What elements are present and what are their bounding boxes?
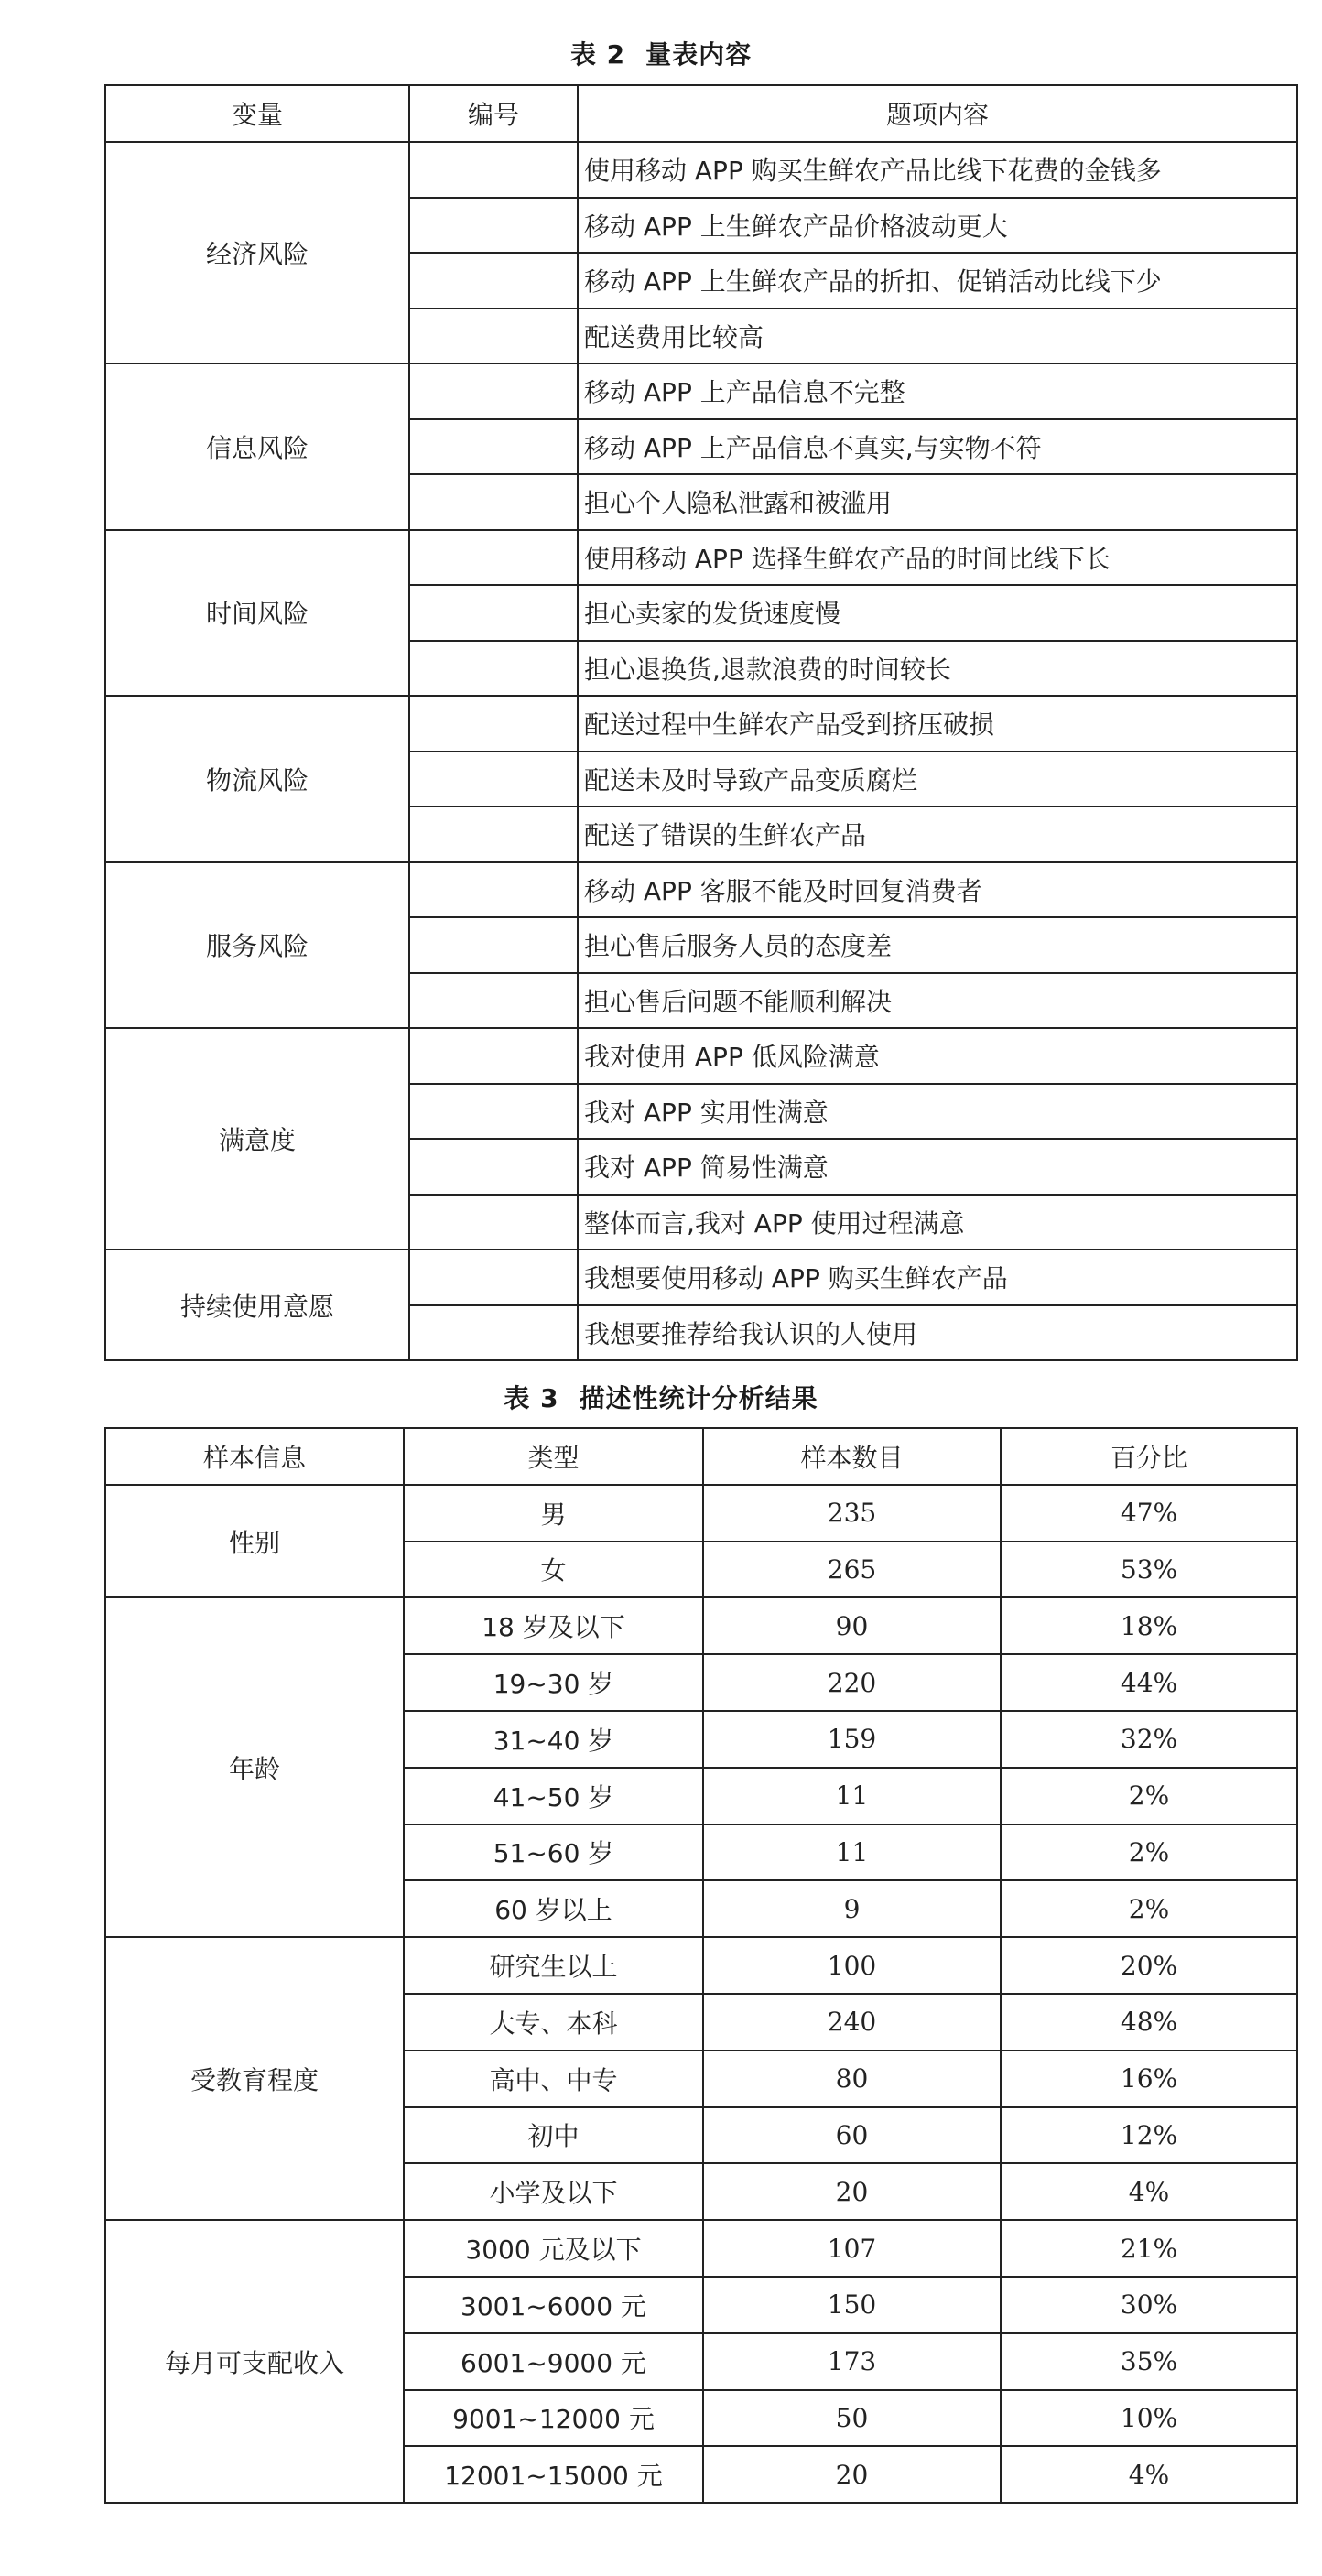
header-item-content: 题项内容: [578, 85, 1297, 142]
variable-cell: 持续使用意愿: [105, 1250, 409, 1360]
table3-header-row: [105, 1428, 1297, 1485]
table3-caption-number: 表 3: [504, 1383, 559, 1413]
variable-cell: 满意度: [105, 1028, 409, 1250]
type-cell: 3001~6000 元: [404, 2277, 703, 2333]
item-content-cell: 配送了错误的生鲜农产品: [578, 806, 1297, 862]
code-cell: [409, 641, 578, 697]
item-content-cell: 配送费用比较高: [578, 308, 1297, 364]
table2-row: [105, 530, 1297, 586]
sample-count-cell: 173: [703, 2333, 1001, 2390]
item-content-cell: 移动 APP 上产品信息不真实,与实物不符: [578, 419, 1297, 475]
code-cell: [409, 862, 578, 918]
item-content-cell: 我想要推荐给我认识的人使用: [578, 1305, 1297, 1361]
percentage-cell: 47%: [1001, 1485, 1297, 1542]
table3-row: [105, 1937, 1297, 1994]
item-content-cell: 配送过程中生鲜农产品受到挤压破损: [578, 696, 1297, 752]
table2-row: [105, 1028, 1297, 1084]
sample-count-cell: 20: [703, 2446, 1001, 2503]
header-sample-info: 样本信息: [105, 1428, 404, 1485]
code-cell: [409, 806, 578, 862]
percentage-cell: 32%: [1001, 1711, 1297, 1768]
item-content-cell: 我想要使用移动 APP 购买生鲜农产品: [578, 1250, 1297, 1305]
sample-info-cell: 每月可支配收入: [105, 2220, 404, 2503]
type-cell: 18 岁及以下: [404, 1597, 703, 1654]
percentage-cell: 48%: [1001, 1994, 1297, 2051]
table2-row: [105, 142, 1297, 198]
code-cell: [409, 142, 578, 198]
sample-info-cell: 性别: [105, 1485, 404, 1598]
item-content-cell: 我对 APP 实用性满意: [578, 1084, 1297, 1140]
code-cell: [409, 1195, 578, 1250]
sample-count-cell: 265: [703, 1542, 1001, 1598]
table2-caption-title: 量表内容: [645, 39, 753, 70]
item-content-cell: 移动 APP 客服不能及时回复消费者: [578, 862, 1297, 918]
header-code: 编号: [409, 85, 578, 142]
code-cell: [409, 474, 578, 530]
percentage-cell: 44%: [1001, 1654, 1297, 1711]
type-cell: 60 岁以上: [404, 1880, 703, 1937]
item-content-cell: 移动 APP 上生鲜农产品价格波动更大: [578, 198, 1297, 254]
header-sample-count: 样本数目: [703, 1428, 1001, 1485]
code-cell: [409, 198, 578, 254]
table2-row: [105, 1250, 1297, 1305]
percentage-cell: 12%: [1001, 2107, 1297, 2164]
percentage-cell: 18%: [1001, 1597, 1297, 1654]
item-content-cell: 配送未及时导致产品变质腐烂: [578, 752, 1297, 807]
item-content-cell: 担心售后问题不能顺利解决: [578, 973, 1297, 1029]
sample-count-cell: 11: [703, 1768, 1001, 1824]
type-cell: 初中: [404, 2107, 703, 2164]
header-variable: 变量: [105, 85, 409, 142]
code-cell: [409, 1028, 578, 1084]
type-cell: 12001~15000 元: [404, 2446, 703, 2503]
sample-info-cell: 年龄: [105, 1597, 404, 1937]
type-cell: 3000 元及以下: [404, 2220, 703, 2277]
sample-count-cell: 60: [703, 2107, 1001, 2164]
sample-count-cell: 9: [703, 1880, 1001, 1937]
percentage-cell: 4%: [1001, 2446, 1297, 2503]
percentage-cell: 4%: [1001, 2163, 1297, 2220]
item-content-cell: 担心售后服务人员的态度差: [578, 917, 1297, 973]
item-content-cell: 担心退换货,退款浪费的时间较长: [578, 641, 1297, 697]
table3-row: [105, 1597, 1297, 1654]
item-content-cell: 使用移动 APP 选择生鲜农产品的时间比线下长: [578, 530, 1297, 586]
sample-count-cell: 220: [703, 1654, 1001, 1711]
type-cell: 男: [404, 1485, 703, 1542]
type-cell: 19~30 岁: [404, 1654, 703, 1711]
sample-count-cell: 159: [703, 1711, 1001, 1768]
table3-caption: [0, 1379, 1322, 1415]
percentage-cell: 2%: [1001, 1768, 1297, 1824]
percentage-cell: 20%: [1001, 1937, 1297, 1994]
type-cell: 6001~9000 元: [404, 2333, 703, 2390]
percentage-cell: 10%: [1001, 2390, 1297, 2447]
header-percentage: 百分比: [1001, 1428, 1297, 1485]
code-cell: [409, 1250, 578, 1305]
code-cell: [409, 363, 578, 419]
code-cell: [409, 253, 578, 308]
percentage-cell: 30%: [1001, 2277, 1297, 2333]
sample-count-cell: 100: [703, 1937, 1001, 1994]
code-cell: [409, 752, 578, 807]
code-cell: [409, 1139, 578, 1195]
type-cell: 51~60 岁: [404, 1824, 703, 1881]
variable-cell: 时间风险: [105, 530, 409, 697]
item-content-cell: 我对使用 APP 低风险满意: [578, 1028, 1297, 1084]
code-cell: [409, 973, 578, 1029]
percentage-cell: 2%: [1001, 1824, 1297, 1881]
table2-row: [105, 363, 1297, 419]
scale-content-table: [104, 84, 1298, 1361]
variable-cell: 物流风险: [105, 696, 409, 862]
percentage-cell: 21%: [1001, 2220, 1297, 2277]
item-content-cell: 担心卖家的发货速度慢: [578, 585, 1297, 641]
table2-header-row: [105, 85, 1297, 142]
code-cell: [409, 696, 578, 752]
table2-row: [105, 696, 1297, 752]
descriptive-statistics-table: [104, 1427, 1298, 2504]
code-cell: [409, 1305, 578, 1361]
item-content-cell: 担心个人隐私泄露和被滥用: [578, 474, 1297, 530]
type-cell: 高中、中专: [404, 2051, 703, 2107]
sample-info-cell: 受教育程度: [105, 1937, 404, 2220]
sample-count-cell: 50: [703, 2390, 1001, 2447]
sample-count-cell: 20: [703, 2163, 1001, 2220]
code-cell: [409, 419, 578, 475]
sample-count-cell: 240: [703, 1994, 1001, 2051]
table3-row: [105, 2220, 1297, 2277]
variable-cell: 服务风险: [105, 862, 409, 1029]
table2-caption-number: 表 2: [569, 39, 626, 70]
code-cell: [409, 530, 578, 586]
percentage-cell: 35%: [1001, 2333, 1297, 2390]
percentage-cell: 2%: [1001, 1880, 1297, 1937]
variable-cell: 经济风险: [105, 142, 409, 363]
type-cell: 大专、本科: [404, 1994, 703, 2051]
code-cell: [409, 1084, 578, 1140]
sample-count-cell: 235: [703, 1485, 1001, 1542]
type-cell: 41~50 岁: [404, 1768, 703, 1824]
item-content-cell: 移动 APP 上生鲜农产品的折扣、促销活动比线下少: [578, 253, 1297, 308]
type-cell: 小学及以下: [404, 2163, 703, 2220]
sample-count-cell: 11: [703, 1824, 1001, 1881]
type-cell: 31~40 岁: [404, 1711, 703, 1768]
item-content-cell: 移动 APP 上产品信息不完整: [578, 363, 1297, 419]
code-cell: [409, 917, 578, 973]
code-cell: [409, 585, 578, 641]
variable-cell: 信息风险: [105, 363, 409, 530]
header-type: 类型: [404, 1428, 703, 1485]
table3-row: [105, 1485, 1297, 1542]
type-cell: 9001~12000 元: [404, 2390, 703, 2447]
sample-count-cell: 90: [703, 1597, 1001, 1654]
type-cell: 女: [404, 1542, 703, 1598]
sample-count-cell: 107: [703, 2220, 1001, 2277]
sample-count-cell: 150: [703, 2277, 1001, 2333]
table2-caption: [0, 35, 1322, 71]
item-content-cell: 整体而言,我对 APP 使用过程满意: [578, 1195, 1297, 1250]
sample-count-cell: 80: [703, 2051, 1001, 2107]
table2-row: [105, 862, 1297, 918]
percentage-cell: 53%: [1001, 1542, 1297, 1598]
item-content-cell: 我对 APP 简易性满意: [578, 1139, 1297, 1195]
percentage-cell: 16%: [1001, 2051, 1297, 2107]
type-cell: 研究生以上: [404, 1937, 703, 1994]
table3-caption-title: 描述性统计分析结果: [579, 1383, 818, 1413]
item-content-cell: 使用移动 APP 购买生鲜农产品比线下花费的金钱多: [578, 142, 1297, 198]
code-cell: [409, 308, 578, 364]
